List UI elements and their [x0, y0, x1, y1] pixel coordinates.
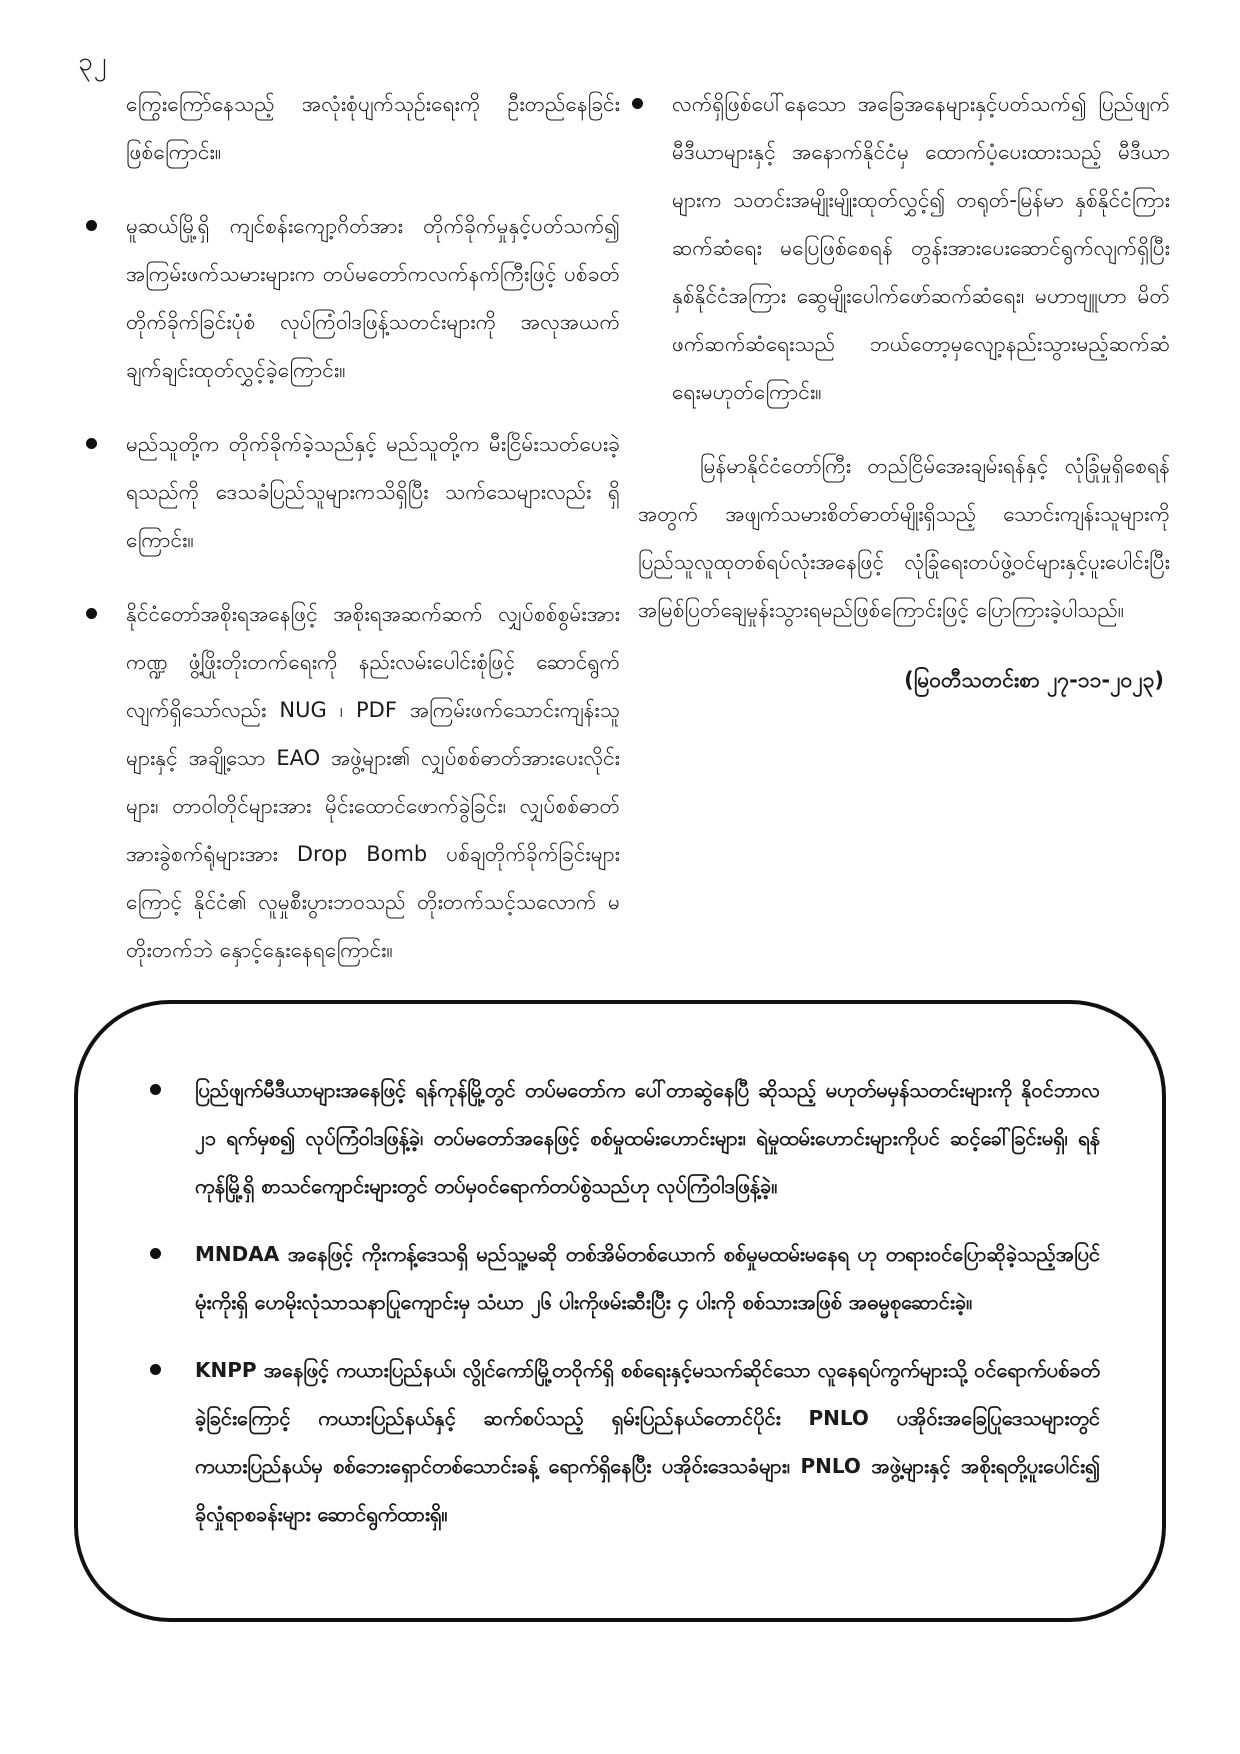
list-item: [638, 80, 1170, 416]
bullet-icon: [86, 608, 97, 619]
box-list-item: [150, 1230, 1100, 1326]
bullet-icon: [86, 220, 97, 231]
list-item: [92, 590, 620, 974]
list-item-text: နိုင်ငံတော်အစိုးရအနေဖြင့် အစိုးရအဆက်ဆက် လျှပ်စစ်စွမ်းအားကဏ္ဍ ဖွံ့ဖြိုးတိုးတက်ရေးကို နည်းလမ်းပေါင်းစုံဖြင့် ဆောင်ရွက်လျက်ရှိသော်လည်း NUG ၊ PDF အကြမ်းဖက်သောင်းကျန်းသူများနှင့် အချို့သော EAO အဖွဲ့များ၏ လျှပ်စစ်ဓာတ်အားပေးလိုင်းများ၊ တာဝါတိုင်များအား မိုင်းထောင်ဖောက်ခွဲခြင်း၊ လျှပ်စစ်ဓာတ်အားခွဲစက်ရုံများအား Drop Bomb ပစ်ချတိုက်ခိုက်ခြင်းများကြောင့် နိုင်ငံ၏ လူမှုစီးပွားဘဝသည် တိုးတက်သင့်သလောက် မတိုးတက်ဘဲ နှောင့်နှေးနေရကြောင်း။: [126, 602, 620, 962]
list-item-text: မူဆယ်မြို့ရှိ ကျင်စန်းကျော့ဂိတ်အား တိုက်ခိုက်မှုနှင့်ပတ်သက်၍ အကြမ်းဖက်သမားများက တပ်မတော်ကလက်နက်ကြီးဖြင့် ပစ်ခတ်တိုက်ခိုက်ခြင်းပုံစံ လုပ်ကြံဝါဒဖြန့်သတင်းများကို အလုအယက် ချက်ချင်းထုတ်လွှင့်ခဲ့ကြောင်း။: [126, 214, 620, 382]
bullet-icon: [86, 438, 97, 449]
list-item-text: လက်ရှိဖြစ်ပေါ်နေသော အခြေအနေများနှင့်ပတ်သက်၍ ပြည်ဖျက်မီဒီယာများနှင့် အနောက်နိုင်ငံမှ ထောက်ပံ့ပေးထားသည့် မီဒီယာများက သတင်းအမျိုးမျိုးထုတ်လွှင့်၍ တရုတ်-မြန်မာ နှစ်နိုင်ငံကြား ဆက်ဆံရေး မပြေဖြစ်စေရန် တွန်းအားပေးဆောင်ရွက်လျက်ရှိပြီး နှစ်နိုင်ငံအကြား ဆွေမျိုးပေါက်ဖော်ဆက်ဆံရေး၊ မဟာဗျူဟာ မိတ်ဖက်ဆက်ဆံရေးသည် ဘယ်တော့မှလျော့နည်းသွားမည့်ဆက်ဆံရေးမဟုတ်ကြောင်း။: [672, 92, 1170, 404]
body-paragraph: မြန်မာနိုင်ငံတော်ကြီး တည်ငြိမ်အေးချမ်းရန်နှင့် လုံခြုံမှုရှိစေရန်အတွက် အဖျက်သမားစိတ်ဓာတ်မျိုးရှိသည့် သောင်းကျန်းသူများကို ပြည်သူလူထုတစ်ရပ်လုံးအနေဖြင့် လုံခြုံရေးတပ်ဖွဲ့ဝင်များနှင့်ပူးပေါင်းပြီး အမြစ်ပြတ်ချေမှုန်းသွားရမည်ဖြစ်ကြောင်းဖြင့် ပြောကြားခဲ့ပါသည်။: [638, 454, 1170, 622]
box-list-item: [150, 1346, 1100, 1538]
list-item: [92, 420, 620, 564]
box-list-item: [150, 1066, 1100, 1210]
source-citation: (မြဝတီသတင်းစာ ၂၇-၁၁-၂၀၂၃): [904, 668, 1164, 692]
bullet-icon: [632, 98, 643, 109]
box-list-item-text: ပြည်ဖျက်မီဒီယာများအနေဖြင့် ရန်ကုန်မြို့တွင် တပ်မတော်က ပေါ်တာဆွဲနေပြီ ဆိုသည့် မဟုတ်မမှန်သတင်းများကို နိုဝင်ဘာလ ၂၁ ရက်မှစ၍ လုပ်ကြံဝါဒဖြန့်ခဲ့၊ တပ်မတော်အနေဖြင့် စစ်မှုထမ်းဟောင်းများ၊ ရဲမှုထမ်းဟောင်းများကိုပင် ဆင့်ခေါ်ခြင်းမရှိ၊ ရန်ကုန်မြို့ရှိ စာသင်ကျောင်းများတွင် တပ်မှဝင်ရောက်တပ်စွဲသည်ဟု လုပ်ကြံဝါဒဖြန့်ခဲ့။: [195, 1078, 1100, 1198]
list-item: [92, 80, 620, 176]
list-item-text: ကြွေးကြော်နေသည့် အလုံးစုံပျက်သုဉ်းရေးကို ဦးတည်နေခြင်းဖြစ်ကြောင်း။: [126, 92, 620, 164]
bullet-icon: [150, 1084, 161, 1095]
list-item-text: မည်သူတို့က တိုက်ခိုက်ခဲ့သည်နှင့် မည်သူတို့က မီးငြိမ်းသတ်ပေးခဲ့ရသည်ကို ဒေသခံပြည်သူများကသိရှိပြီး သက်သေများလည်း ရှိကြောင်း။: [126, 432, 620, 552]
box-list-item-text: MNDAA အနေဖြင့် ကိုးကန့်ဒေသရှိ မည်သူ့မဆို တစ်အိမ်တစ်ယောက် စစ်မှုမထမ်းမနေရ ဟု တရားဝင်ပြောဆိုခဲ့သည့်အပြင် မုံးကိုးရှိ ဟေမိုးလုံသာသနာပြုကျောင်းမှ သံဃာ ၂၆ ပါးကိုဖမ်းဆီးပြီး ၄ ပါးကို စစ်သားအဖြစ် အဓမ္မစုဆောင်းခဲ့။: [195, 1242, 1100, 1314]
box-list-item-text: KNPP အနေဖြင့် ကယားပြည်နယ်၊ လွိုင်ကော်မြို့တဝိုက်ရှိ စစ်ရေးနှင့်မသက်ဆိုင်သော လူနေရပ်ကွက်များသို့ ဝင်ရောက်ပစ်ခတ်ခဲ့ခြင်းကြောင့် ကယားပြည်နယ်နှင့် ဆက်စပ်သည့် ရှမ်းပြည်နယ်တောင်ပိုင်း PNLO ပအိုဝ်းအခြေပြုဒေသများတွင် ကယားပြည်နယ်မှ စစ်ဘေးရှောင်တစ်သောင်းခန့် ရောက်ရှိနေပြီး ပအိုဝ်းဒေသခံများ၊ PNLO အဖွဲ့များနှင့် အစိုးရတို့ပူးပေါင်း၍ ခိုလှုံရာစခန်းများ ဆောင်ရွက်ထားရှိ။: [195, 1358, 1100, 1526]
page-number: ၃၂: [78, 47, 108, 77]
right-column: [638, 80, 1170, 704]
list-item: [92, 202, 620, 394]
left-column: [92, 80, 620, 1000]
summary-box: [74, 1000, 1166, 1622]
bullet-icon: [150, 1364, 161, 1375]
bullet-icon: [150, 1248, 161, 1259]
